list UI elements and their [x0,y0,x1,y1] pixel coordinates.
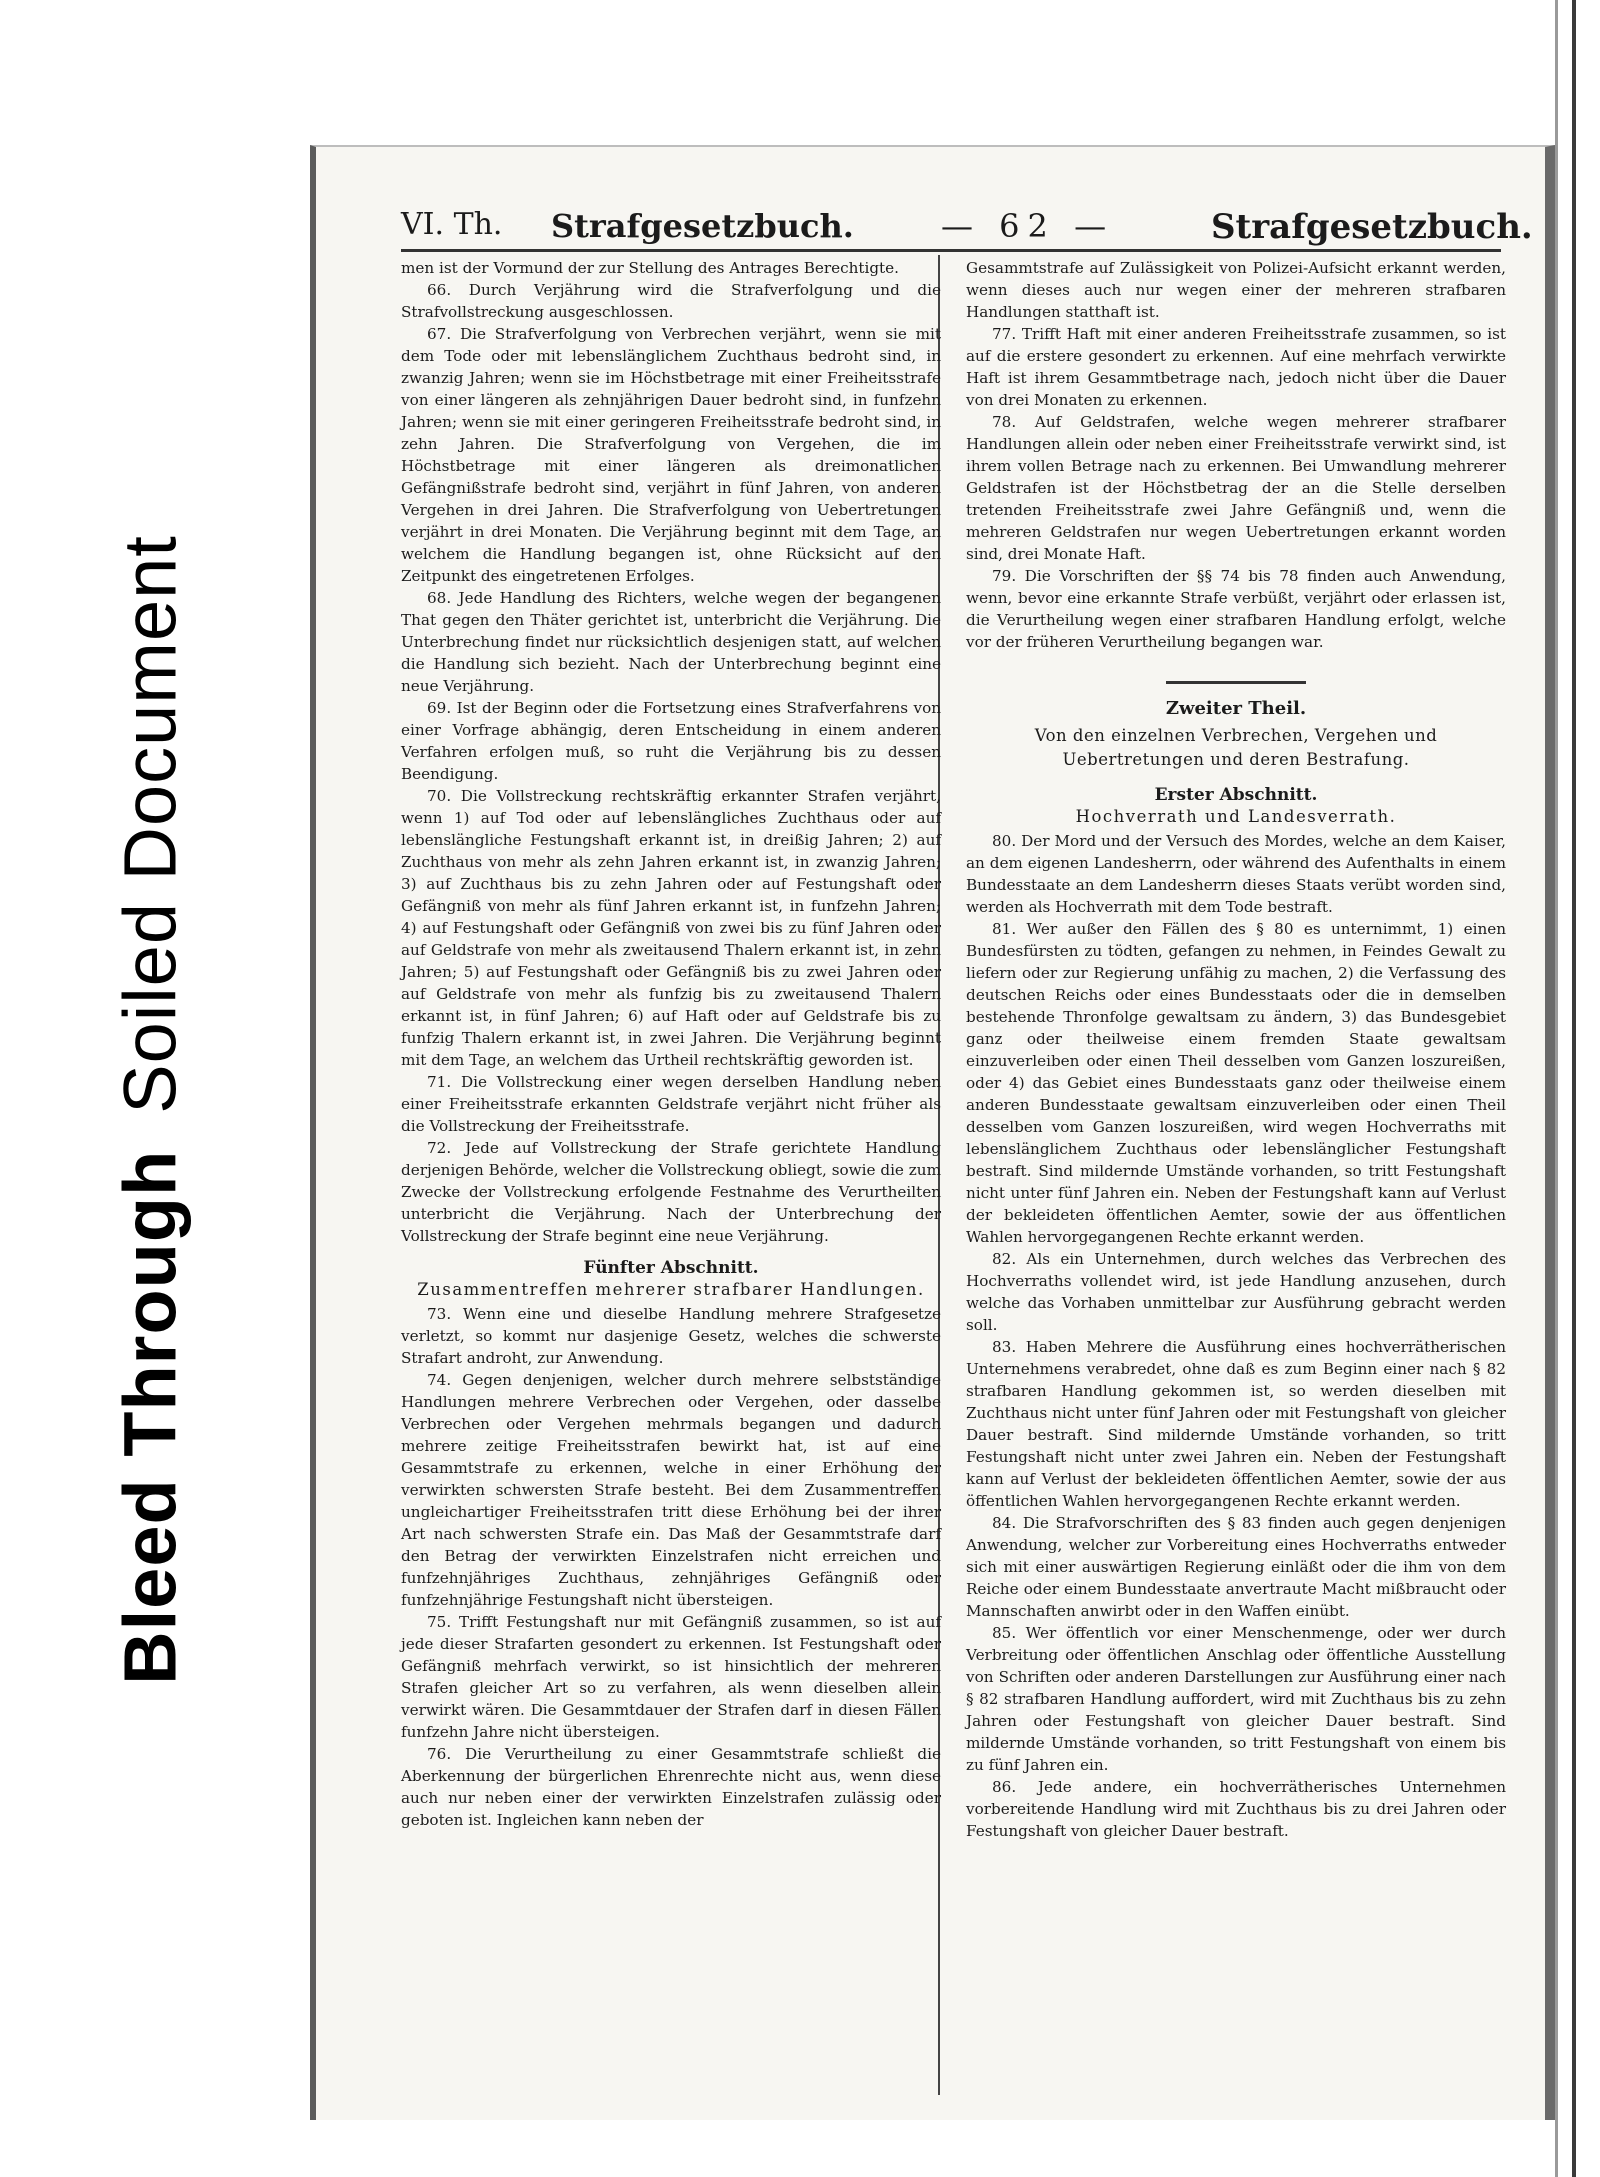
paragraph-71: 71. Die Vollstreckung einer wegen derselben Handlung neben einer Freiheitsstrafe erkannten Geldstrafe verjährt nicht früher als die Vollstreckung der Freiheitsstrafe. [401,1073,941,1135]
paragraph-86: 86. Jede andere, ein hochverrätherisches Unternehmen vorbereitende Handlung wird mit Zuchthaus bis zu drei Jahren oder Festungshaft von gleicher Dauer bestraft. [966,1778,1506,1840]
part-2-subtitle: Von den einzelnen Verbrechen, Vergehen und Uebertretungen und deren Bestrafung. [1034,726,1438,769]
section-5-subtitle: Zusammentreffen mehrerer strafbarer Handlungen. [417,1280,925,1299]
header-part-number: VI. Th. [401,207,503,242]
header-left-title: Strafgesetzbuch. [551,207,854,245]
paragraph-79: 79. Die Vorschriften der §§ 74 bis 78 finden auch Anwendung, wenn, bevor eine erkannte Strafe verbüßt, verjährt oder erlassen ist, die Verurtheilung wegen einer strafbaren Handlung erfolgt, welche vor der früheren Verurtheilung begangen war. [966,567,1506,651]
library-stamp [0,0,300,2177]
paragraph-76: 76. Die Verurtheilung zu einer Gesammtstrafe schließt die Aberkennung der bürgerlichen Ehrenrechte nicht aus, wenn diese auch nur neben einer der verwirkten Einzelstrafen zulässig oder geboten ist. Ingleichen kann neben der [401,1745,941,1829]
stamp-bleed-through: Bleed Through [108,1149,192,1685]
header-right-title: Strafgesetzbuch. [1211,207,1533,247]
section-1-subtitle: Hochverrath und Landesverrath. [1075,807,1397,826]
paragraph-73: 73. Wenn eine und dieselbe Handlung mehrere Strafgesetze verletzt, so kommt nur dasjenige Gesetz, welches die schwerste Strafart androht, zur Anwendung. [401,1305,941,1367]
paragraph-69: 69. Ist der Beginn oder die Fortsetzung eines Strafverfahrens von einer Vorfrage abhängig, deren Entscheidung in einem anderen Verfahren erfolgen muß, so ruht die Verjährung bis zu dessen Beendigung. [401,699,941,783]
paragraph-70: 70. Die Vollstreckung rechtskräftig erkannter Strafen verjährt, wenn 1) auf Tod oder auf lebenslängliches Zuchthaus oder auf lebenslängliche Festungshaft erkannt ist, in dreißig Jahren; 2) auf Zuchthaus von mehr als zehn Jahren erkannt ist, in zwanzig Jahren; 3) auf Zuchthaus bis zu zehn Jahren oder auf Festungshaft oder Gefängniß von mehr als fünf Jahren erkannt ist, in funfzehn Jahren; 4) auf Festungshaft oder Gefängniß von zwei bis zu fünf Jahren oder auf Geldstrafe von mehr als zweitausend Thalern erkannt ist, in zehn Jahren; 5) auf Festungshaft oder Gefängniß bis zu zwei Jahren oder auf Geldstrafe von mehr als funfzig bis zu zweitausend Thalern erkannt ist, in fünf Jahren; 6) auf Haft oder auf Geldstrafe bis zu funfzig Thalern erkannt ist, in zwei Jahren. Die Verjährung beginnt mit dem Tage, an welchem das Urtheil rechtskräftig geworden ist. [401,787,941,1069]
paragraph-78: 78. Auf Geldstrafen, welche wegen mehrerer strafbarer Handlungen allein oder neben einer Freiheitsstrafe verwirkt sind, ist ihrem vollen Betrage nach zu erkennen. Bei Umwandlung mehrerer Geldstrafen ist der Höchstbetrag der an die Stelle derselben tretenden Freiheitsstrafe zwei Jahre Gefängniß und, wenn die mehreren Geldstrafen nur wegen Uebertretungen erkannt worden sind, drei Monate Haft. [966,413,1506,563]
adjacent-page-edge [1555,0,1600,2177]
paragraph-continuation: men ist der Vormund der zur Stellung des Antrages Berechtigte. [401,259,899,277]
paragraph-84: 84. Die Strafvorschriften des § 83 finden auch gegen denjenigen Anwendung, welcher zur Vorbereitung eines Hochverraths entweder sich mit einer auswärtigen Regierung einläßt oder die ihm von dem Reiche oder einem Bundesstaate anvertraute Macht mißbraucht oder Mannschaften anwirbt oder in den Waffen einübt. [966,1514,1506,1620]
paragraph-67: 67. Die Strafverfolgung von Verbrechen verjährt, wenn sie mit dem Tode oder mit lebenslänglichem Zuchthaus bedroht sind, in zwanzig Jahren; wenn sie im Höchstbetrage mit einer Freiheitsstrafe von einer längeren als zehnjährigen Dauer bedroht sind, in funfzehn Jahren; wenn sie mit einer geringeren Freiheitsstrafe bedroht sind, in zehn Jahren. Die Strafverfolgung von Vergehen, die im Höchstbetrage mit einer längeren als dreimonatlichen Gefängnißstrafe bedroht sind, verjährt in fünf Jahren, von anderen Vergehen in drei Jahren. Die Strafverfolgung von Uebertretungen verjährt in drei Monaten. Die Verjährung beginnt mit dem Tage, an welchem die Handlung begangen ist, ohne Rücksicht auf den Zeitpunkt des eingetretenen Erfolges. [401,325,941,585]
page-number: — 62 — [941,207,1115,245]
stamp-label [108,535,193,1685]
part-separator-rule [1166,681,1306,684]
stamp-soiled-document: Soiled Document [108,535,192,1114]
paragraph-83: 83. Haben Mehrere die Ausführung eines hochverrätherischen Unternehmens verabredet, ohne daß es zum Beginn einer nach § 82 strafbaren Handlung gekommen ist, so werden dieselben mit Zuchthaus nicht unter fünf Jahren oder mit Festungshaft von gleicher Dauer bestraft. Sind mildernde Umstände vorhanden, so tritt Festungshaft nicht unter zwei Jahren ein. Neben der Festungshaft kann auf Verlust der bekleideten öffentlichen Aemter, sowie der aus öffentlichen Wahlen hervorgegangenen Rechte erkannt werden. [966,1338,1506,1510]
section-1-title: Erster Abschnitt. [1154,785,1318,805]
paragraph-74: 74. Gegen denjenigen, welcher durch mehrere selbstständige Handlungen mehrere Verbrechen oder Vergehen, oder dasselbe Verbrechen oder Vergehen mehrmals begangen und dadurch mehrere zeitige Freiheitsstrafen bewirkt hat, ist auf eine Gesammtstrafe zu erkennen, welche in einer Erhöhung der verwirkten schwersten Strafe besteht. Bei dem Zusammentreffen ungleichartiger Freiheitsstrafen tritt diese Erhöhung bei der ihrer Art nach schwersten Strafe ein. Das Maß der Gesammtstrafe darf den Betrag der verwirkten Einzelstrafen nicht erreichen und funfzehnjähriges Zuchthaus, zehnjähriges Gefängniß oder funfzehnjährige Festungshaft nicht übersteigen. [401,1371,941,1609]
paragraph-66: 66. Durch Verjährung wird die Strafverfolgung und die Strafvollstreckung ausgeschlossen. [401,281,941,321]
paragraph-75: 75. Trifft Festungshaft nur mit Gefängniß zusammen, so ist auf jede dieser Strafarten gesondert zu erkennen. Ist Festungshaft oder Gefängniß mehrfach verwirkt, so ist hinsichtlich der mehreren Strafen gleicher Art so zu verfahren, als wenn dieselben allein verwirkt wären. Die Gesammtdauer der Strafen darf in diesen Fällen funfzehn Jahre nicht übersteigen. [401,1613,941,1741]
paragraph-85: 85. Wer öffentlich vor einer Menschenmenge, oder wer durch Verbreitung oder öffentlichen Anschlag oder öffentliche Ausstellung von Schriften oder anderen Darstellungen zur Ausführung einer nach § 82 strafbaren Handlung auffordert, wird mit Zuchthaus bis zu zehn Jahren oder Festungshaft von gleicher Dauer bestraft. Sind mildernde Umstände vorhanden, so tritt Festungshaft von einem bis zu fünf Jahren ein. [966,1624,1506,1774]
paragraph-82: 82. Als ein Unternehmen, durch welches das Verbrechen des Hochverraths vollendet wird, ist jede Handlung anzusehen, durch welche das Vorhaben unmittelbar zur Ausführung gebracht werden soll. [966,1250,1506,1334]
paragraph-72: 72. Jede auf Vollstreckung der Strafe gerichtete Handlung derjenigen Behörde, welcher die Vollstreckung obliegt, sowie die zum Zwecke der Vollstreckung erfolgende Festnahme des Verurtheilten unterbricht die Verjährung. Nach der Unterbrechung der Vollstreckung der Strafe beginnt eine neue Verjährung. [401,1139,941,1245]
section-5-title: Fünfter Abschnitt. [583,1258,759,1278]
right-column [966,257,1506,1842]
paragraph-77: 77. Trifft Haft mit einer anderen Freiheitsstrafe zusammen, so ist auf die erstere gesondert zu erkennen. Auf eine mehrfach verwirkte Haft ist ihrem Gesammtbetrage nach, jedoch nicht über die Dauer von drei Monaten zu erkennen. [966,325,1506,409]
part-2-title: Zweiter Theil. [1165,698,1307,719]
paragraph-68: 68. Jede Handlung des Richters, welche wegen der begangenen That gegen den Thäter gerichtet ist, unterbricht die Verjährung. Die Unterbrechung findet nur rücksichtlich desjenigen statt, auf welchen die Handlung sich bezieht. Nach der Unterbrechung beginnt eine neue Verjährung. [401,589,941,695]
paragraph-continuation-right: Gesammtstrafe auf Zulässigkeit von Polizei-Aufsicht erkannt werden, wenn dieses auch nur wegen einer der mehreren strafbaren Handlungen statthaft ist. [966,259,1506,321]
paragraph-80: 80. Der Mord und der Versuch des Mordes, welche an dem Kaiser, an dem eigenen Landesherrn, oder während des Aufenthalts in einem Bundesstaate an dem Landesherrn dieses Staats verübt worden sind, werden als Hochverrath mit dem Tode bestraft. [966,832,1506,916]
paragraph-81: 81. Wer außer den Fällen des § 80 es unternimmt, 1) einen Bundesfürsten zu tödten, gefangen zu nehmen, in Feindes Gewalt zu liefern oder zur Regierung unfähig zu machen, 2) die Verfassung des deutschen Reichs oder eines Bundesstaats oder die in demselben bestehende Thronfolge gewaltsam zu ändern, 3) das Bundesgebiet ganz oder theilweise einem fremden Staate gewaltsam einzuverleiben oder einen Theil desselben vom Ganzen loszureißen, oder 4) das Gebiet eines Bundesstaats ganz oder theilweise einem anderen Bundesstaate gewaltsam einzuverleiben oder einen Theil desselben vom Ganzen loszureißen, wird wegen Hochverraths mit lebenslänglichem Zuchthaus oder lebenslänglicher Festungshaft bestraft. Sind mildernde Umstände vorhanden, so tritt Festungshaft nicht unter fünf Jahren ein. Neben der Festungshaft kann auf Verlust der bekleideten öffentlichen Aemter, sowie der aus öffentlichen Wahlen hervorgegangenen Rechte erkannt werden. [966,920,1506,1246]
left-column [401,257,941,1831]
document-page [310,145,1555,2120]
header-rule [401,249,1501,252]
